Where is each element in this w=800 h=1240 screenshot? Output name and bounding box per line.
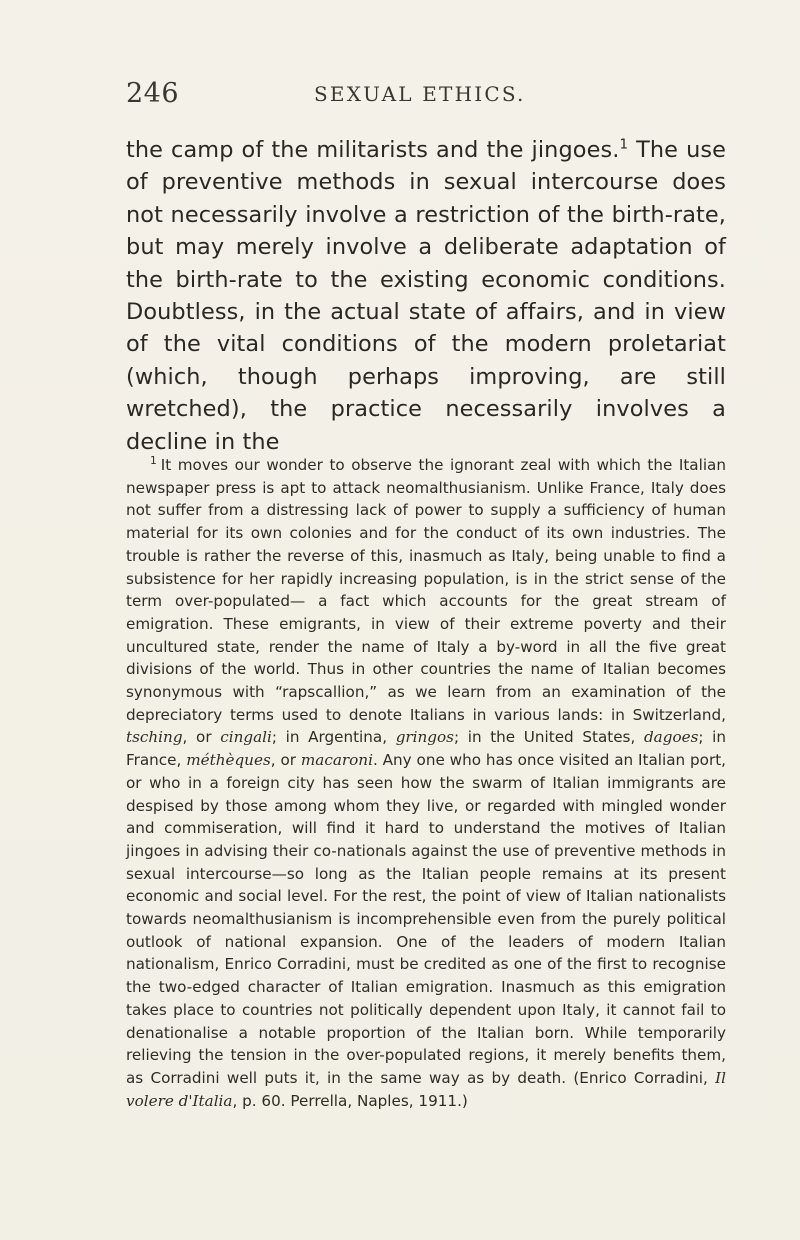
body-text-rest: The use of preventive methods in sexual intercourse does not necessarily involve a restriction of the birth-rate, but may merely involve a deliberate adaptation of the birth-rate to the existing economic conditions. Doubtless, in the actual state of affairs, and in view of the vital conditions of the modern proletariat (which, though perhaps improving, are still wretched), the practice necessarily involves a decline in the — [126, 137, 727, 455]
term-macaroni: macaroni — [300, 751, 373, 770]
citation-title: Il volere d'Italia — [126, 1068, 726, 1110]
footnote-reference: 1 — [619, 137, 629, 153]
footnote-text-7: . Any one who has once visited an Italian port, or who in a foreign city has seen how the swarm of Italian immigrants are despised by those among whom they live, or regarded with mingled wonder and commiseration, will find it hard to understand the motives of Italian jingoes in advising their co-nationals against the use of preventive methods in sexual intercourse—so long as the Italian people remains at its present economic and social level. For the rest, the point of view of Italian nationalists towards neomalthusianism is incomprehensible even from the purely political outlook of national expansion. One of the leaders of modern Italian nationalism, Enrico Corradini, must be credited as one of the first to recognise the two-edged character of Italian emigration. Inasmuch as this emigration takes place to countries not politically dependent upon Italy, it cannot fail to denationalise a notable proportion of the Italian born. While temporarily relieving the tension in the over-populated regions, it merely benefits them, as Corradini well puts it, in the same way as by death. (Enrico Corradini, — [126, 751, 726, 1087]
body-paragraph — [126, 134, 726, 458]
term-metheques: méthèques — [186, 751, 271, 770]
footnote-marker: 1 — [150, 453, 157, 467]
term-dagoes: dagoes — [643, 728, 699, 747]
term-gringos: gringos — [395, 728, 454, 747]
page-number: 246 — [126, 78, 180, 109]
body-text-start: the camp of the militarists and the jingoes. — [126, 137, 620, 163]
footnote — [126, 454, 726, 1112]
footnote-text-2: , or — [182, 728, 221, 747]
footnote-text-4: ; in the United States, — [453, 728, 644, 747]
footnote-text-8: , p. 60. Perrella, Naples, 1911.) — [232, 1091, 468, 1110]
running-title: SEXUAL ETHICS. — [314, 82, 526, 106]
footnote-text-3: ; in Argentina, — [271, 728, 396, 747]
running-head — [126, 78, 716, 114]
footnote-text-6: , or — [270, 751, 301, 770]
term-tsching: tsching — [126, 728, 183, 747]
term-cingali: cingali — [220, 728, 272, 747]
footnote-text-1: It moves our wonder to observe the ignorant zeal with which the Italian newspaper press is apt to attack neomalthusianism. Unlike France, Italy does not suffer from a distressing lack of power to supply a sufficiency of human material for its own colonies and for the conduct of its own industries. The trouble is rather the reverse of this, inasmuch as Italy, being unable to find a subsistence for her rapidly increasing population, is in the strict sense of the term over-populated— a fact which accounts for the great stream of emigration. These emigrants, in view of their extreme poverty and their uncultured state, render the name of Italy a by-word in all the five great divisions of the world. Thus in other countries the name of Italian becomes synonymous with “rapscallion,” as we learn from an examination of the depreciatory terms used to denote Italians in various lands: in Switzerland, — [126, 456, 726, 724]
footnote-text-5: ; in France, — [126, 728, 727, 770]
